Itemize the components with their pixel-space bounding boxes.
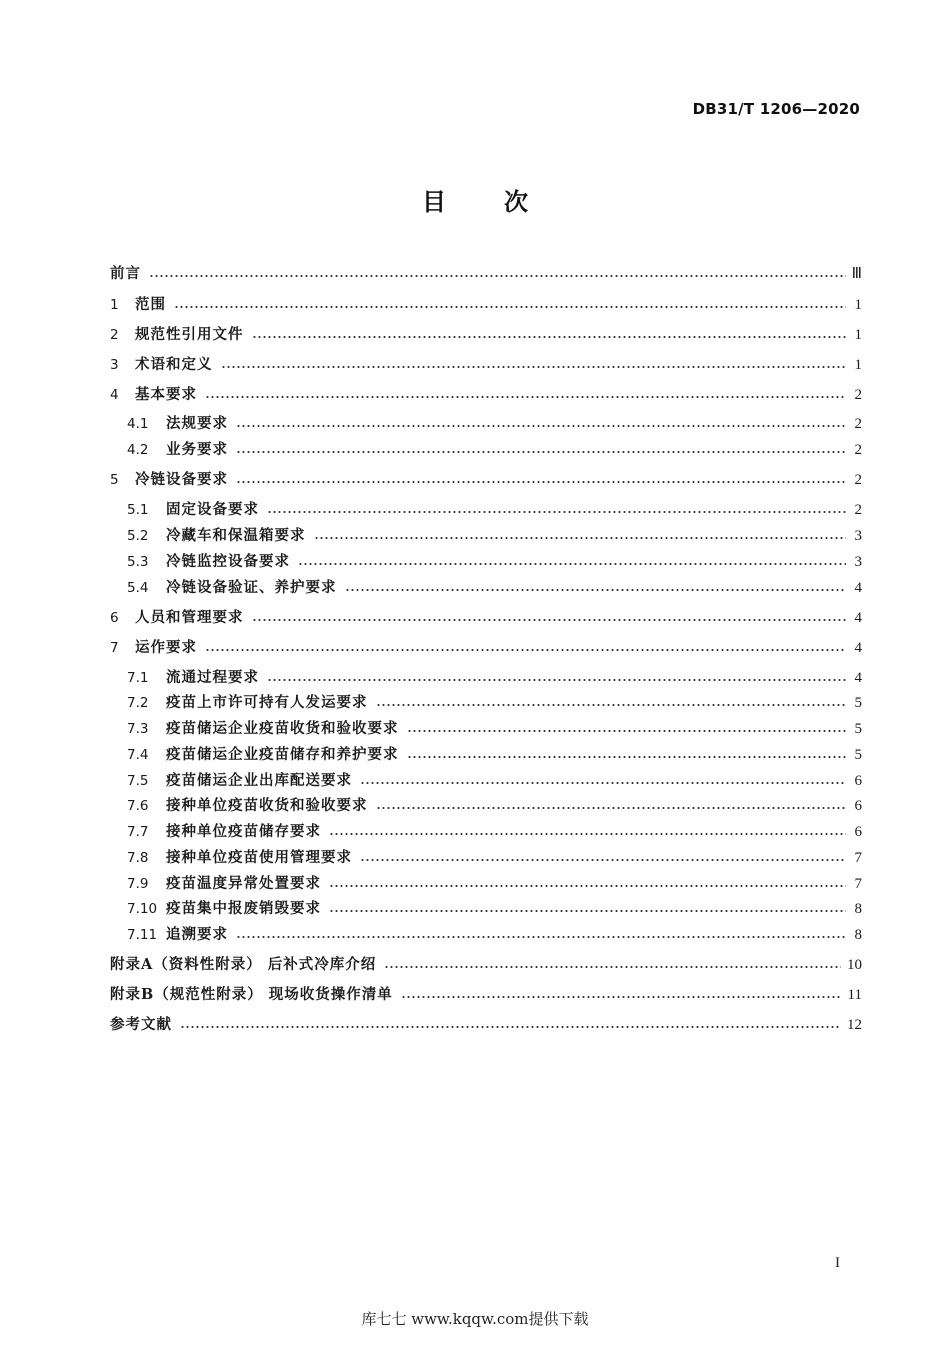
toc-entry-page: 2: [854, 502, 862, 518]
toc-leader-dots: [329, 884, 846, 888]
toc-entry-page: 2: [854, 442, 862, 458]
toc-entry-number: 7.2: [127, 695, 149, 711]
toc-entry-number: 7.5: [127, 773, 149, 789]
toc-leader-dots: [329, 832, 846, 836]
toc-entry-number: 7.4: [127, 747, 149, 763]
toc-entry[interactable]: [127, 794, 862, 816]
toc-entry-page: 6: [854, 824, 862, 840]
toc-leader-dots: [236, 424, 846, 428]
document-code: DB31/T 1206—2020: [692, 100, 860, 118]
toc-leader-dots: [149, 274, 846, 278]
toc-entry[interactable]: [127, 576, 862, 598]
toc-entry-page: Ⅲ: [851, 266, 862, 282]
toc-entry[interactable]: [110, 606, 862, 628]
toc-entry[interactable]: [127, 691, 862, 713]
toc-entry[interactable]: [127, 897, 862, 919]
toc-entry[interactable]: [127, 498, 862, 520]
toc-leader-dots: [329, 909, 846, 913]
toc-leader-dots: [345, 588, 847, 592]
toc-entry-label: 接种单位疫苗使用管理要求: [166, 849, 352, 866]
toc-entry-label: 冷链监控设备要求: [166, 553, 290, 570]
toc-entry-number: 7.3: [127, 721, 149, 737]
toc-entry-page: 3: [854, 528, 862, 544]
toc-entry[interactable]: [127, 769, 862, 791]
toc-entry[interactable]: [127, 524, 862, 546]
toc-leader-dots: [401, 995, 842, 999]
toc-entry-label: 冷链设备验证、养护要求: [166, 579, 337, 596]
toc-entry-number: 7: [110, 640, 119, 656]
toc-entry-number: 2: [110, 327, 119, 343]
toc-entry-number: 4.1: [127, 416, 149, 432]
toc-leader-dots: [205, 395, 846, 399]
toc-entry-page: 11: [847, 987, 862, 1003]
toc-leader-dots: [376, 806, 847, 810]
toc-title: 目次: [422, 187, 586, 216]
toc-entry[interactable]: [127, 550, 862, 572]
toc-entry-page: 2: [854, 387, 862, 403]
toc-leader-dots: [267, 678, 846, 682]
toc-entry-number: 7.6: [127, 798, 149, 814]
toc-entry-page: 7: [854, 850, 862, 866]
toc-entry-number: 7.8: [127, 850, 149, 866]
toc-entry-page: 4: [854, 580, 862, 596]
toc-entry-page: 8: [854, 927, 862, 943]
toc-entry-label: 基本要求: [135, 386, 197, 403]
toc-entry[interactable]: [127, 666, 862, 688]
toc-entry[interactable]: [110, 468, 862, 490]
toc-leader-dots: [298, 562, 846, 566]
toc-entry-page: 7: [854, 876, 862, 892]
download-footer: 库七七 www.kqqw.com提供下载: [361, 1310, 589, 1328]
page-number: I: [835, 1255, 840, 1271]
toc-entry-page: 5: [854, 721, 862, 737]
toc-entry-page: 1: [854, 357, 862, 373]
toc-entry-label: 流通过程要求: [166, 669, 259, 686]
toc-entry-label: 追溯要求: [166, 926, 228, 943]
toc-entry[interactable]: [110, 353, 862, 375]
toc-entry-number: 5.1: [127, 502, 149, 518]
toc-entry-label: 冷链设备要求: [135, 471, 228, 488]
toc-entry-label: 疫苗储运企业疫苗收货和验收要求: [166, 720, 399, 737]
toc-entry-number: 5.2: [127, 528, 149, 544]
toc-entry[interactable]: [127, 820, 862, 842]
toc-entry-number: 5.4: [127, 580, 149, 596]
toc-entry-number: 6: [110, 610, 119, 626]
toc-leader-dots: [221, 365, 847, 369]
toc-entry[interactable]: [127, 717, 862, 739]
toc-entry[interactable]: [127, 743, 862, 765]
toc-entry-number: 5: [110, 472, 119, 488]
toc-entry-number: 3: [110, 357, 119, 373]
toc-entry[interactable]: [127, 438, 862, 460]
toc-leader-dots: [205, 648, 846, 652]
toc-entry-label: 附录A（资料性附录） 后补式冷库介绍: [110, 956, 377, 973]
toc-leader-dots: [407, 729, 847, 733]
toc-entry-page: 3: [854, 554, 862, 570]
toc-entry-label: 法规要求: [166, 415, 228, 432]
toc-entry[interactable]: [127, 412, 862, 434]
toc-entry-number: 7.1: [127, 670, 149, 686]
toc-entry-label: 冷藏车和保温箱要求: [166, 527, 306, 544]
toc-entry[interactable]: [110, 953, 862, 975]
toc-entry-page: 8: [854, 901, 862, 917]
toc-leader-dots: [360, 781, 846, 785]
toc-leader-dots: [407, 755, 847, 759]
toc-entry-label: 业务要求: [166, 441, 228, 458]
toc-entry[interactable]: [110, 636, 862, 658]
toc-entry[interactable]: [110, 1013, 862, 1035]
toc-entry-number: 4.2: [127, 442, 149, 458]
toc-entry-page: 5: [854, 747, 862, 763]
toc-entry-label: 参考文献: [110, 1016, 172, 1033]
toc-entry-label: 疫苗集中报废销毁要求: [166, 900, 321, 917]
toc-entry-label: 疫苗上市许可持有人发运要求: [166, 694, 368, 711]
toc-entry-label: 范围: [135, 296, 166, 313]
toc-entry-page: 4: [854, 670, 862, 686]
toc-leader-dots: [180, 1025, 841, 1029]
toc-entry[interactable]: [127, 846, 862, 868]
toc-entry-number: 4: [110, 387, 119, 403]
toc-leader-dots: [384, 965, 841, 969]
toc-leader-dots: [314, 536, 847, 540]
toc-entry-page: 2: [854, 416, 862, 432]
toc-entry-label: 疫苗储运企业出库配送要求: [166, 772, 352, 789]
toc-leader-dots: [252, 618, 847, 622]
toc-entry-label: 运作要求: [135, 639, 197, 656]
toc-leader-dots: [267, 510, 846, 514]
toc-entry-number: 7.10: [127, 901, 158, 917]
toc-entry[interactable]: [127, 872, 862, 894]
toc-entry-number: 7.9: [127, 876, 149, 892]
toc-entry-label: 术语和定义: [135, 356, 213, 373]
toc-entry-number: 1: [110, 297, 119, 313]
toc-entry-label: 前言: [110, 265, 141, 282]
toc-entry-label: 疫苗储运企业疫苗储存和养护要求: [166, 746, 399, 763]
toc-leader-dots: [174, 305, 846, 309]
toc-entry-page: 12: [847, 1017, 862, 1033]
toc-entry-page: 1: [854, 297, 862, 313]
toc-entry-label: 附录B（规范性附录） 现场收货操作清单: [110, 986, 393, 1003]
toc-leader-dots: [252, 335, 847, 339]
toc-entry[interactable]: [110, 383, 862, 405]
toc-entry-number: 7.11: [127, 927, 158, 943]
toc-entry[interactable]: [110, 293, 862, 315]
toc-entry-number: 5.3: [127, 554, 149, 570]
toc-entry-label: 接种单位疫苗收货和验收要求: [166, 797, 368, 814]
toc-entry-page: 2: [854, 472, 862, 488]
toc-entry-label: 规范性引用文件: [135, 326, 244, 343]
toc-entry-label: 疫苗温度异常处置要求: [166, 875, 321, 892]
toc-entry-page: 6: [854, 773, 862, 789]
toc-entry-page: 4: [854, 640, 862, 656]
toc-entry[interactable]: [127, 923, 862, 945]
toc-entry-page: 5: [854, 695, 862, 711]
toc-leader-dots: [236, 480, 846, 484]
toc-entry-label: 固定设备要求: [166, 501, 259, 518]
toc-entry-label: 接种单位疫苗储存要求: [166, 823, 321, 840]
toc-entry[interactable]: [110, 262, 862, 284]
toc-entry-page: 1: [854, 327, 862, 343]
toc-entry-page: 10: [847, 957, 862, 973]
toc-entry[interactable]: [110, 323, 862, 345]
toc-leader-dots: [236, 935, 846, 939]
toc-leader-dots: [376, 703, 847, 707]
toc-entry-page: 6: [854, 798, 862, 814]
toc-entry[interactable]: [110, 983, 862, 1005]
toc-entry-label: 人员和管理要求: [135, 609, 244, 626]
toc-entry-number: 7.7: [127, 824, 149, 840]
toc-entry-page: 4: [854, 610, 862, 626]
toc-leader-dots: [236, 450, 846, 454]
toc-leader-dots: [360, 858, 846, 862]
